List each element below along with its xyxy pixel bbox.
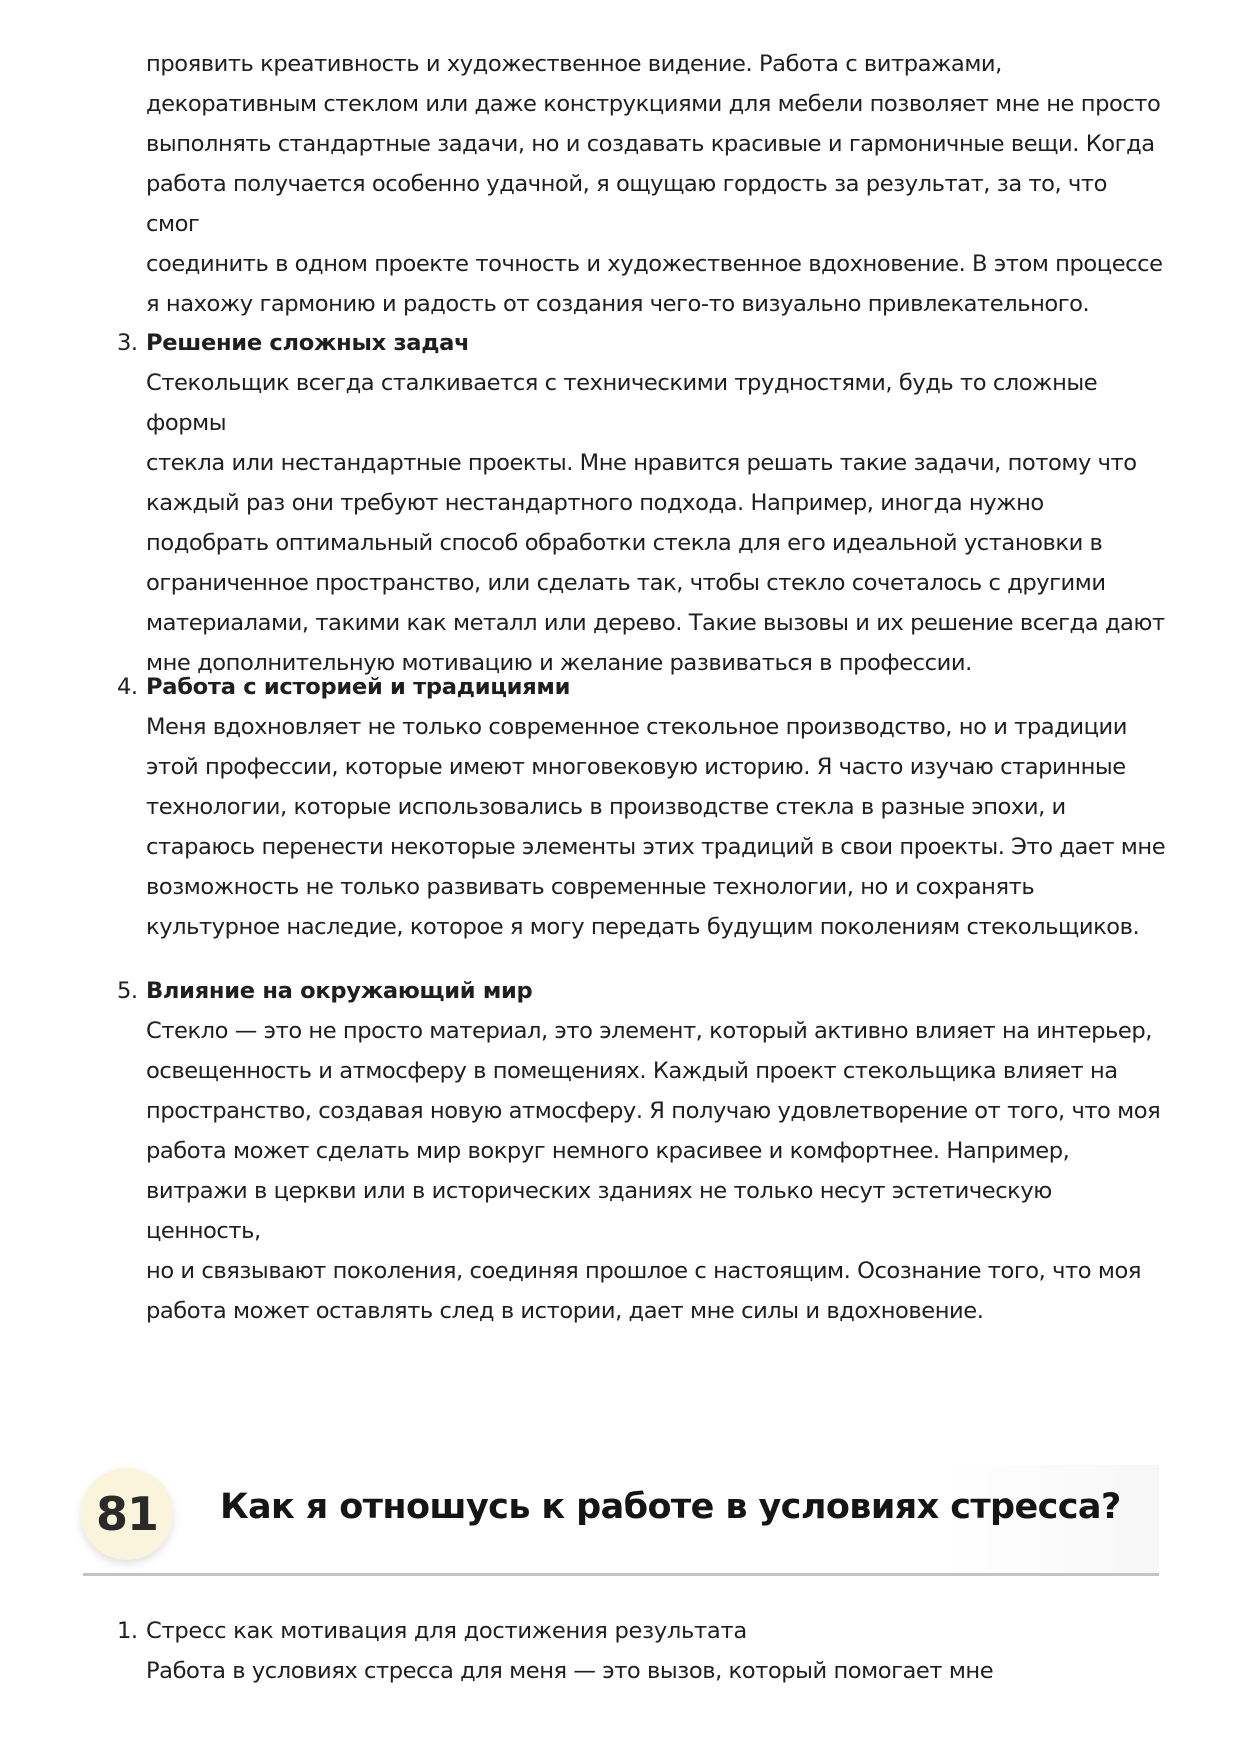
paragraph-line: каждый раз они требуют нестандартного подхода. Например, иногда нужно	[146, 490, 1044, 516]
paragraph-line: витражи в церкви или в исторических зданиях не только несут эстетическую ценность,	[146, 1178, 1052, 1244]
section-number-badge: 81	[81, 1468, 173, 1560]
paragraph-line: соединить в одном проекте точность и художественное вдохновение. В этом процессе	[146, 251, 1163, 277]
paragraph-line: пространство, создавая новую атмосферу. Я получаю удовлетворение от того, что моя	[146, 1098, 1161, 1124]
list-item-body	[146, 1651, 1166, 1691]
paragraph-line: Работа в условиях стресса для меня — это вызов, который помогает мне	[146, 1658, 994, 1684]
paragraph-line: проявить креативность и художественное видение. Работа с витражами,	[146, 51, 1002, 77]
list-item-heading	[117, 1611, 1177, 1651]
paragraph-line: освещенность и атмосферу в помещениях. Каждый проект стекольщика влияет на	[146, 1058, 1118, 1084]
paragraph-line: Меня вдохновляет не только современное стекольное производство, но и традиции	[146, 714, 1127, 740]
paragraph-line: Стекольщик всегда сталкивается с техническими трудностями, будь то сложные формы	[146, 370, 1098, 436]
paragraph-line: декоративным стеклом или даже конструкциями для мебели позволяет мне не просто	[146, 91, 1161, 117]
list-item-number: 4.	[117, 674, 138, 700]
paragraph-line: материалами, такими как металл или дерево. Такие вызовы и их решение всегда дают	[146, 610, 1165, 636]
list-item-title: Стресс как мотивация для достижения результата	[146, 1618, 747, 1644]
list-item-heading	[117, 323, 1177, 363]
list-item-title: Влияние на окружающий мир	[146, 978, 533, 1004]
list-item-title: Решение сложных задач	[146, 330, 470, 356]
list-item-heading	[117, 971, 1177, 1011]
list-item-body	[146, 1011, 1166, 1331]
list-item-heading	[117, 667, 1177, 707]
paragraph-line: работа может оставлять след в истории, дает мне силы и вдохновение.	[146, 1298, 984, 1324]
paragraph-line: культурное наследие, которое я могу передать будущим поколениям стекольщиков.	[146, 914, 1140, 940]
paragraph-line: работа может сделать мир вокруг немного красивее и комфортнее. Например,	[146, 1138, 1070, 1164]
paragraph-line: стекла или нестандартные проекты. Мне нравится решать такие задачи, потому что	[146, 450, 1137, 476]
paragraph-line: мне дополнительную мотивацию и желание развиваться в профессии.	[146, 650, 972, 676]
paragraph-line: но и связывают поколения, соединяя прошлое с настоящим. Осознание того, что моя	[146, 1258, 1141, 1284]
list-item-body	[146, 363, 1166, 683]
paragraph-line: технологии, которые использовались в производстве стекла в разные эпохи, и	[146, 794, 1066, 820]
paragraph-line: работа получается особенно удачной, я ощущаю гордость за результат, за то, что смог	[146, 171, 1107, 237]
list-item-number: 1.	[117, 1618, 138, 1644]
intro-paragraph	[146, 44, 1166, 324]
list-item-4	[117, 667, 1177, 947]
section-header	[83, 1465, 1159, 1575]
paragraph-line: возможность не только развивать современные технологии, но и сохранять	[146, 874, 1035, 900]
paragraph-line: ограниченное пространство, или сделать так, чтобы стекло сочеталось с другими	[146, 570, 1106, 596]
section-title: Как я отношусь к работе в условиях стресса?	[220, 1487, 1121, 1527]
paragraph-line: стараюсь перенести некоторые элементы этих традиций в свои проекты. Это дает мне	[146, 834, 1166, 860]
paragraph-line: выполнять стандартные задачи, но и создавать красивые и гармоничные вещи. Когда	[146, 131, 1155, 157]
paragraph-line: Стекло — это не просто материал, это элемент, который активно влияет на интерьер,	[146, 1018, 1152, 1044]
list-item-number: 3.	[117, 330, 138, 356]
section-list-item-1	[117, 1611, 1177, 1691]
list-item-number: 5.	[117, 978, 138, 1004]
paragraph-line: я нахожу гармонию и радость от создания чего-то визуально привлекательного.	[146, 291, 1090, 317]
list-item-3	[117, 323, 1177, 683]
list-item-title: Работа с историей и традициями	[146, 674, 571, 700]
paragraph-line: подобрать оптимальный способ обработки стекла для его идеальной установки в	[146, 530, 1103, 556]
list-item-body	[146, 707, 1166, 947]
paragraph-line: этой профессии, которые имеют многовековую историю. Я часто изучаю старинные	[146, 754, 1126, 780]
list-item-5	[117, 971, 1177, 1331]
